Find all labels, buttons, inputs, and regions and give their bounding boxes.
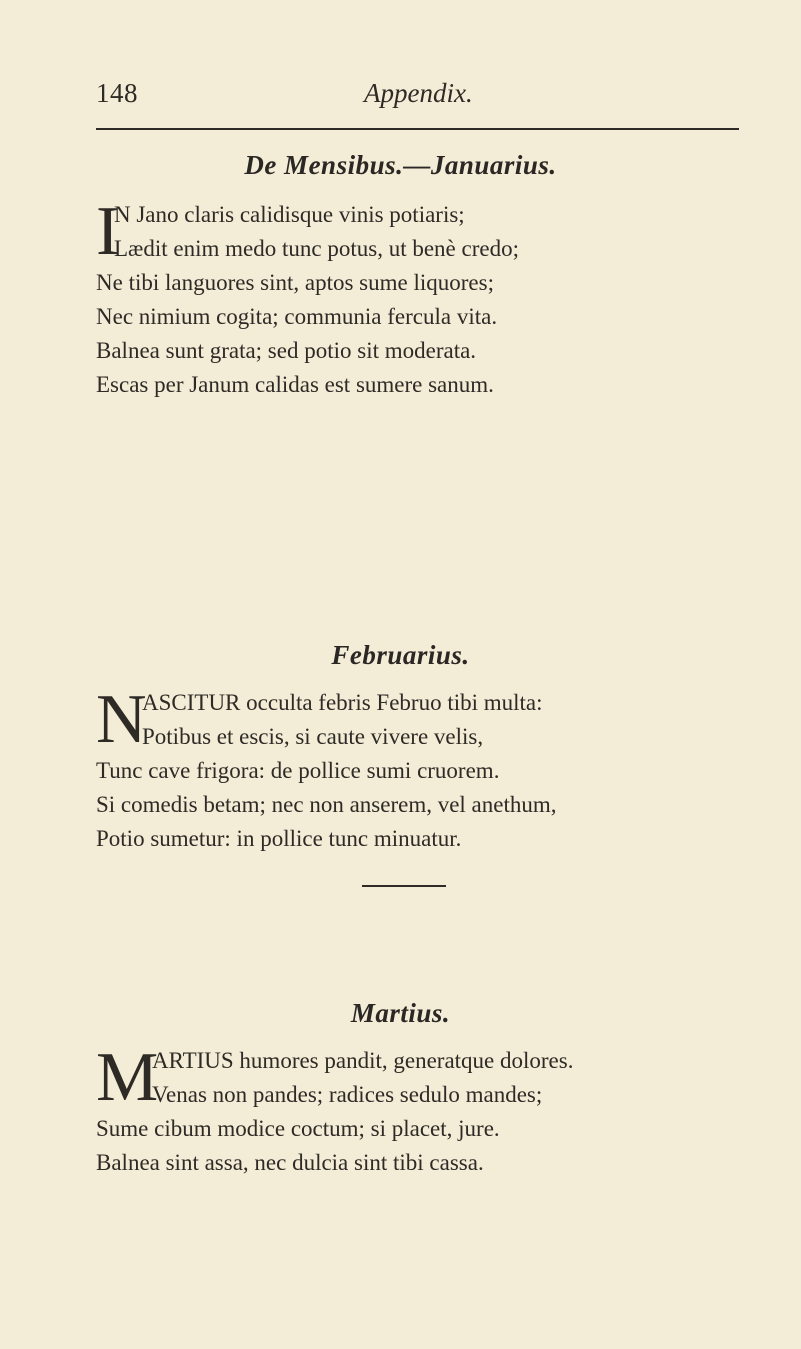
stanza-martius bbox=[96, 1044, 756, 1180]
verse-line: Nec nimium cogita; communia fercula vita. bbox=[96, 304, 498, 329]
verse-line: Venas non pandes; radices sedulo mandes; bbox=[152, 1082, 543, 1107]
verse-line: Balnea sunt grata; sed potio sit moderata. bbox=[96, 338, 477, 363]
verse-line: Lædit enim medo tunc potus, ut benè credo; bbox=[114, 236, 519, 261]
running-head: Appendix. bbox=[364, 78, 473, 108]
stanza-februarius bbox=[96, 686, 756, 856]
verse-line-text: ASCITUR occulta febris Februo tibi multa: bbox=[142, 690, 543, 715]
page-number: 148 bbox=[96, 78, 138, 108]
section-divider bbox=[362, 885, 446, 887]
page-header bbox=[96, 78, 736, 118]
verse-line bbox=[96, 686, 756, 720]
dropcap: M bbox=[96, 1047, 159, 1115]
verse-line: Balnea sint assa, nec dulcia sint tibi cassa. bbox=[96, 1150, 484, 1175]
verse-line bbox=[96, 1044, 756, 1078]
verse-line: Si comedis betam; nec non anserem, vel anethum, bbox=[96, 792, 557, 817]
section-title-martius: Martius. bbox=[350, 998, 451, 1028]
verse-line: Sume cibum modice coctum; si placet, jure. bbox=[96, 1116, 500, 1141]
verse-line: Escas per Janum calidas est sumere sanum. bbox=[96, 372, 494, 397]
verse-line: Potio sumetur: in pollice tunc minuatur. bbox=[96, 826, 462, 851]
dropcap: I bbox=[96, 201, 120, 269]
verse-line: Tunc cave frigora: de pollice sumi cruorem. bbox=[96, 758, 500, 783]
section-title-januarius: De Mensibus.—Januarius. bbox=[244, 150, 557, 180]
verse-line-text: ARTIUS humores pandit, generatque dolores. bbox=[152, 1048, 574, 1073]
dropcap: N bbox=[96, 689, 147, 757]
stanza-januarius bbox=[96, 198, 756, 402]
header-rule bbox=[96, 128, 739, 130]
verse-line: Potibus et escis, si caute vivere velis, bbox=[142, 724, 484, 749]
verse-line bbox=[96, 198, 756, 232]
section-title-februarius: Februarius. bbox=[331, 640, 470, 670]
verse-line-text: N Jano claris calidisque vinis potiaris; bbox=[114, 202, 465, 227]
verse-line: Ne tibi languores sint, aptos sume liquores; bbox=[96, 270, 494, 295]
